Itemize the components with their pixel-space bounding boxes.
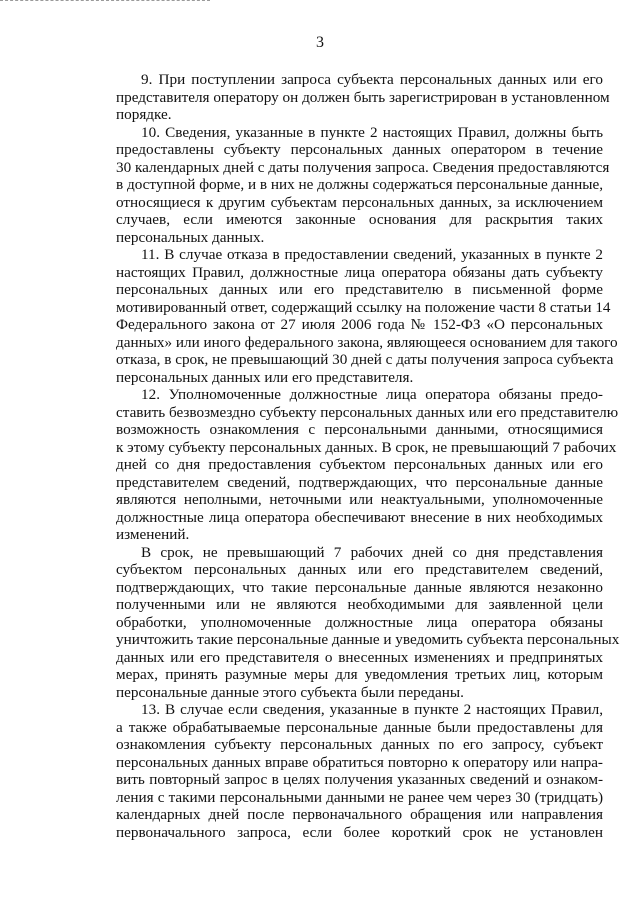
page-number: 3 [316, 34, 324, 51]
text-line: случаев, если имеются законные основания для раскрытия таких [116, 211, 603, 228]
text-line: персональных данных или его представителя. [116, 368, 414, 386]
text-line: изменений. [116, 526, 190, 543]
text-line: вить повторный запрос в целях получения указанных сведений и ознаком- [116, 771, 603, 788]
text-line: данных или его представителя о внесенных изменениях и предпринятых [116, 648, 603, 666]
text-line: подтверждающих, что такие персональные данные являются незаконно [116, 578, 603, 596]
text-line: предоставлены субъекту персональных данных оператором в течение [116, 141, 603, 158]
text-line: данных» или иного федерального закона, являющееся основанием для такого [116, 333, 618, 351]
text-line: ставить безвозмездно субъекту персональных данных или его представителю [116, 403, 619, 421]
top-edge-rule [0, 0, 210, 2]
text-line: полученными или не являются необходимыми для заявленной цели [116, 596, 603, 613]
text-line: Федерального закона от 27 июля 2006 года № 152-ФЗ «О персональных [116, 316, 603, 333]
text-line: ления с такими персональными данными не ранее чем через 30 (тридцать) [116, 788, 603, 806]
text-line: 30 календарных дней с даты получения запроса. Сведения предоставляются [116, 158, 610, 176]
text-line: а также обрабатываемые персональные данные были предоставлены для [116, 718, 603, 736]
text-line: мерах, принять разумные меры для уведомления третьих лиц, которым [116, 666, 603, 683]
text-line: персональные данные этого субъекта были переданы. [116, 683, 464, 701]
text-line: 13. В случае если сведения, указанные в пункте 2 настоящих Правил, [141, 701, 603, 718]
text-line: обработки, уполномоченные должностные лица оператора обязаны [116, 613, 603, 631]
text-line: в доступной форме, и в них не должны содержаться персональные данные, [116, 176, 604, 193]
text-line: 10. Сведения, указанные в пункте 2 настоящих Правил, должны быть [141, 123, 603, 141]
paragraph-p13 [116, 701, 603, 841]
text-line: персональных данных или его представителю в письменной форме [116, 281, 603, 298]
text-line: В срок, не превышающий 7 рабочих дней со дня представления [141, 543, 603, 561]
text-line: являются неполными, неточными или неактуальными, уполномоченные [116, 491, 603, 508]
text-line: относящиеся к другим субъектам персональных данных, за исключением [116, 193, 603, 211]
text-line: календарных дней после первоначального обращения или направления [116, 806, 603, 823]
paragraph-p10 [116, 123, 610, 247]
text-line: мотивированный ответ, содержащий ссылку на положение части 8 статьи 14 [116, 298, 611, 316]
text-line: возможность ознакомления с персональными данными, относящимися [116, 421, 603, 438]
paragraph-p9 [116, 71, 610, 124]
text-line: отказа, в срок, не превышающий 30 дней с даты получения запроса субъекта [116, 351, 614, 368]
text-line: персональных данных вправе обратиться повторно к оператору или напра- [116, 753, 603, 771]
text-line: к этому субъекту персональных данных. В срок, не превышающий 7 рабочих [116, 438, 617, 456]
text-line: персональных данных. [116, 228, 265, 246]
paragraph-p12b [116, 543, 620, 702]
text-line: дней со дня предоставления субъектом персональных данных или его [116, 456, 603, 473]
text-line: 11. В случае отказа в предоставлении сведений, указанных в пункте 2 [141, 246, 603, 263]
text-line: представителя оператору он должен быть зарегистрирован в установленном [116, 88, 610, 106]
text-line: 9. При поступлении запроса субъекта персональных данных или его [141, 71, 603, 88]
text-line: 12. Уполномоченные должностные лица оператора обязаны предо- [141, 386, 603, 403]
text-line: представителем сведений, подтверждающих, что персональные данные [116, 473, 603, 491]
document-body [116, 71, 620, 841]
text-line: настоящих Правил, должностные лица оператора обязаны дать субъекту [116, 263, 603, 281]
text-line: субъектом персональных данных или его представителем сведений, [116, 561, 603, 578]
text-line: ознакомления субъекту персональных данных по его запросу, субъект [116, 736, 603, 753]
paragraph-p12 [116, 386, 619, 544]
text-line: должностные лица оператора обеспечивают внесение в них необходимых [116, 508, 603, 526]
text-line: уничтожить такие персональные данные и уведомить субъекта персональных [116, 631, 620, 648]
text-line: порядке. [116, 106, 172, 123]
paragraph-p11 [116, 246, 618, 386]
text-line: первоначального запроса, если более короткий срок не установлен [116, 823, 603, 841]
